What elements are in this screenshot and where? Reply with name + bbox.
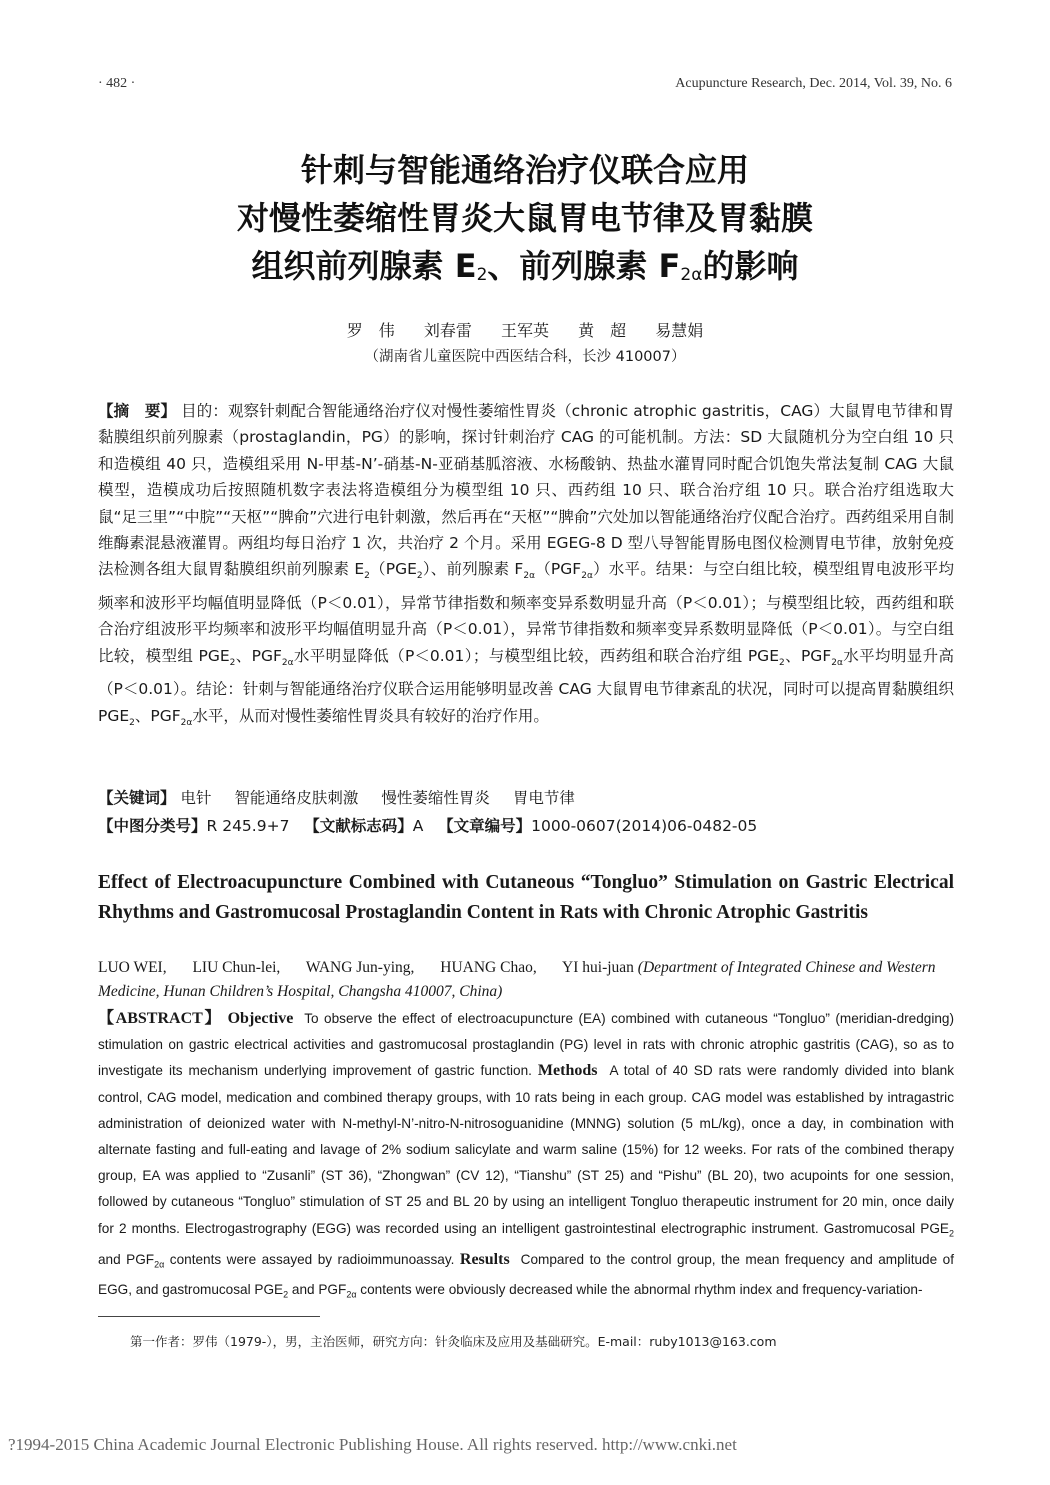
- page-number: · 482 ·: [98, 76, 136, 91]
- keyword: 电针: [180, 789, 212, 807]
- title-line-2: 对慢性萎缩性胃炎大鼠胃电节律及胃黏膜: [236, 199, 813, 237]
- keywords-label: 【关键词】: [98, 789, 176, 807]
- article-title-en: Effect of Electroacupuncture Combined with Cutaneous “Tongluo” Stimulation on Gastric Electrical Rhythms and Gastromucosal Prostaglandin Content in Rats with Chronic Atrophic Gastritis: [98, 872, 954, 923]
- author: 易慧娟: [655, 321, 704, 340]
- affiliation-en: (Department of Integrated Chinese and Western Medicine, Hunan Children’s Hospital, Changsha 410007, China): [98, 959, 936, 1000]
- affiliation: （湖南省儿童医院中西医结合科，长沙 410007）: [364, 349, 686, 365]
- clc-number: R 245.9+7: [206, 817, 290, 835]
- abstract-cn: 【摘 要】 目的：观察针刺配合智能通络治疗仪对慢性萎缩性胃炎（chronic atrophic gastritis，CAG）大鼠胃电节律和胃黏膜组织前列腺素（prostaglandin，PG）的影响，探讨针刺治疗 CAG 的可能机制。方法：SD 大鼠随机分为空白组 10 只和造模组 40 只，造模组采用 N-甲基-N’-硝基-N-亚硝基胍溶液、水杨酸钠、热盐水灌胃同时配合饥饱失常法复制 CAG 大鼠模型，造模成功后按照随机数字表法将造模组分为模型组 10 只、西药组 10 只、联合治疗组 10 只。联合治疗组选取大鼠“足三里”“中脘”“天枢”“脾俞”穴进行电针刺激，然后再在“天枢”“脾俞”穴处加以智能通络治疗仪配合治疗。西药组采用自制维酶素混悬液灌胃。两组均每日治疗 1 次，共治疗 2 个月。采用 EGEG-8 D 型八导智能胃肠电图仪检测胃电节律，放射免疫法检测各组大鼠胃黏膜组织前列腺素 $E_2(PGE_2)$、前列腺素 $F_{2\alpha}(PGF_{2\alpha})$水平。结果：与空白组比较，模型组胃电波形平均频率和波形平均幅值明显降低（P＜0.01），异常节律指数和频率变异系数明显升高（P＜0.01）；与模型组比较，西药组和联合治疗组波形平均频率和波形平均幅值明显升高（P＜0.01），异常节律指数和频率变异系数明显降低（P＜0.01）。与空白组比较，模型组 $PGE_2$、$PGF_{2\alpha}$水平明显降低（P＜0.01）；与模型组比较，西药组和联合治疗组 $PGE_2$、$PGF_{2\alpha}$水平均明显升高（P＜0.01）。结论：针刺与智能通络治疗仪联合运用能够明显改善 CAG 大鼠胃电节律紊乱的状况，同时可以提高胃黏膜组织 $PGE_2$、$PGF_{2\alpha}$水平，从而对慢性萎缩性胃炎具有较好的治疗作用。: [98, 402, 954, 728]
- abstract-en: 【ABSTRACT】 Objective To observe the effect of electroacupuncture (EA) combined with cutaneous “Tongluo” (meridian-dredging) stimulation on gastric electrical activities and gastromucosal prostaglandin (PG) level in rats with chronic atrophic gastritis (CAG), so as to investigate its mechanism underlying improvement of gastric function. Methods A total of 40 SD rats were randomly divided into blank control, CAG model, medication and combined therapy groups, with 10 rats being in each group. CAG model was established by intragastric administration of deionized water with N-methyl-N’-nitro-N-nitrosoguanidine (MNNG) solution (5 mL/kg), once a day, in combination with alternate fasting and full-eating and lavage of 2% sodium salicylate and warm saline (15%) for 12 weeks. For rats of the combined therapy group, EA was applied to “Zusanli” (ST 36), “Zhongwan” (CV 12), “Tianshu” (ST 25) and “Pishu” (BL 20), two acupoints for one session, followed by cutaneous “Tongluo” stimulation of ST 25 and BL 20 by using an intelligent Tongluo therapeutic instrument for 20 min, once daily for 2 months. Electrogastrography (EGG) was recorded using an intelligent gastrointestinal electrographic instrument. Gastromucosal $PGE_2$ and $PGF_{2\alpha}$ contents were assayed by radioimmunoassay. Results Compared to the control group, the mean frequency and amplitude of EGG, and gastromucosal $PGE_2$ and $PGF_{2\alpha}$ contents were obviously decreased while the abnormal rhythm index and frequency-variation-: [98, 1010, 955, 1301]
- author: 刘春雷: [423, 321, 472, 340]
- keywords: [98, 786, 954, 808]
- footnote-divider: [98, 1316, 320, 1317]
- document-code: A: [412, 817, 424, 835]
- author-en: WANG Jun-ying,: [305, 959, 415, 976]
- author-en: YI hui-juan: [562, 959, 634, 976]
- keyword: 智能通络皮肤刺激: [234, 789, 359, 807]
- article-title-cn: [0, 146, 1050, 299]
- classification-line: 【中图分类号】R 245.9+7 【文献标志码】A 【文章编号】1000-0607(2014)06-0482-05: [98, 817, 758, 835]
- author: 黄 超: [578, 321, 627, 340]
- keyword: 胃电节律: [512, 789, 575, 807]
- footnote: 第一作者：罗伟（1979-），男，主治医师，研究方向：针灸临床及应用及基础研究。E-mail：ruby1013@163.com: [130, 1334, 777, 1349]
- abstract-en-label: 【ABSTRACT】: [98, 1010, 223, 1027]
- author-en: LIU Chun-lei,: [192, 959, 281, 976]
- article-id: 1000-0607(2014)06-0482-05: [531, 817, 758, 835]
- keyword: 慢性萎缩性胃炎: [381, 789, 490, 807]
- title-line-3: 组织前列腺素 $E_2$、前列腺素 $F_{2\alpha}$的影响: [251, 247, 799, 285]
- running-header: [98, 76, 952, 98]
- author-list: [0, 318, 1050, 341]
- author: 王军英: [500, 321, 549, 340]
- author-list-en: [98, 956, 954, 1004]
- abstract-label: 【摘 要】: [98, 402, 177, 420]
- journal-info: Acupuncture Research, Dec. 2014, Vol. 39, No. 6: [675, 76, 952, 91]
- author-en: HUANG Chao,: [440, 959, 537, 976]
- author-en: LUO WEI,: [98, 959, 167, 976]
- title-line-1: 针刺与智能通络治疗仪联合应用: [300, 151, 749, 189]
- copyright-notice: ?1994-2015 China Academic Journal Electronic Publishing House. All rights reserved. http://www.cnki.net: [8, 1435, 737, 1454]
- author: 罗 伟: [346, 321, 395, 340]
